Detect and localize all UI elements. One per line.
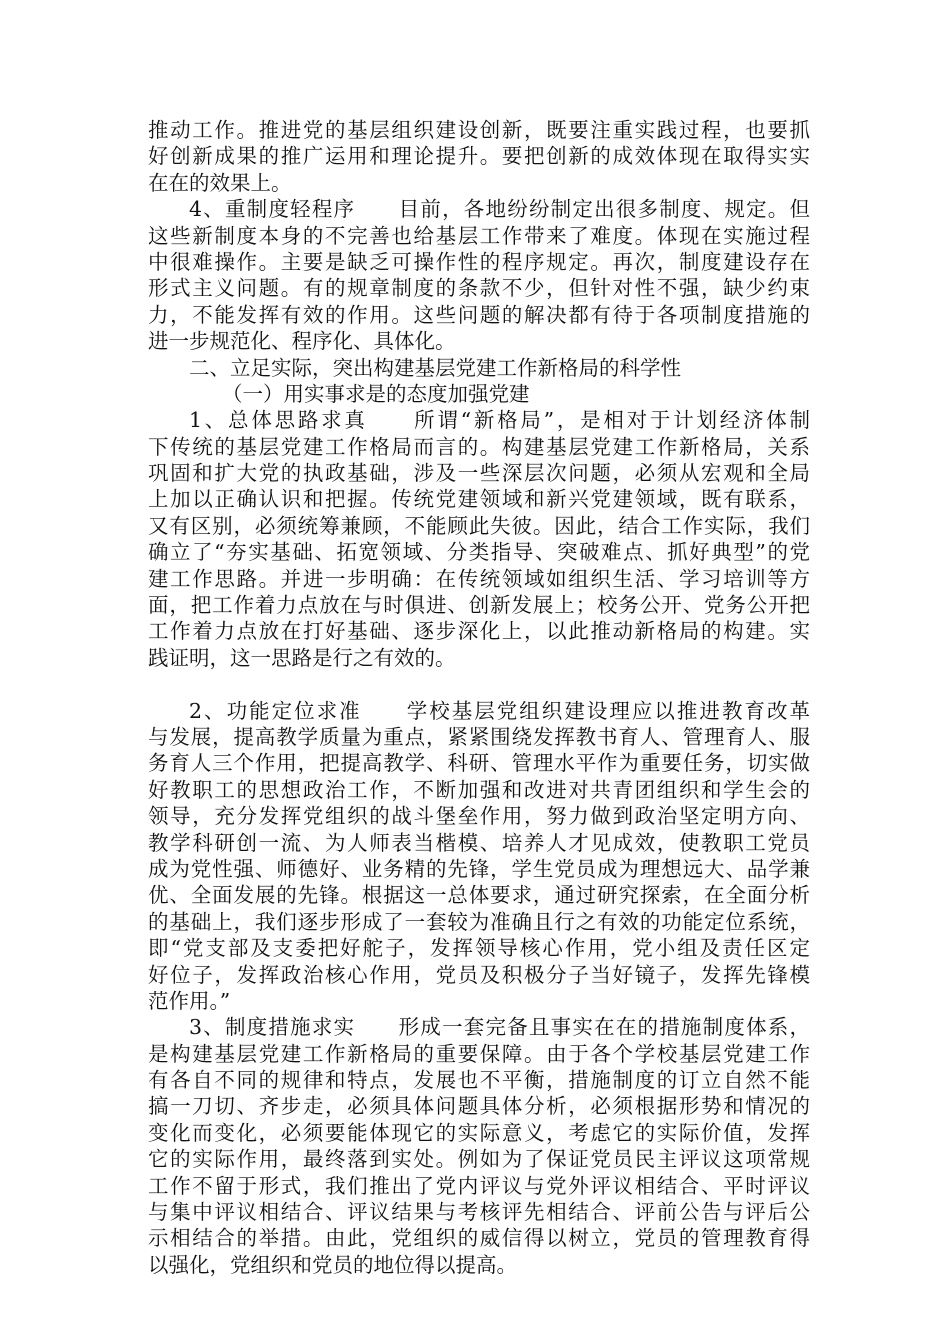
text-line: 以强化，党组织和党员的地位得以提高。: [148, 1252, 517, 1277]
section-heading-line: 2、功能定位求准 学校基层党组织建设理应以推进教育改革: [189, 698, 810, 723]
text-line: 工作不留于形式，我们推出了党内评议与党外评议相结合、平时评议: [148, 1173, 810, 1198]
section-heading: 二、立足实际，突出构建基层党建工作新格局的科学性: [189, 355, 681, 380]
text-line: 优、全面发展的先锋。根据这一总体要求，通过研究探索，在全面分析: [148, 883, 810, 908]
text-line: 推动工作。推进党的基层组织建设创新，既要注重实践过程，也要抓: [148, 118, 810, 142]
text-line: 范作用。”: [148, 988, 231, 1013]
text-line: 有各自不同的规律和特点，发展也不平衡，措施制度的订立自然不能: [148, 1068, 810, 1093]
paragraph-spacer: [148, 671, 810, 697]
document-body: [148, 117, 810, 1278]
text-line: 力，不能发挥有效的作用。这些问题的解决都有待于各项制度措施的: [148, 302, 810, 327]
text-line: 即“党支部及支委把好舵子，发挥领导核心作用，党小组及责任区定: [148, 936, 810, 961]
text-line: 教学科研创一流、为人师表当楷模、培养人才见成效，使教职工党员: [148, 830, 810, 855]
text-line: 示相结合的举措。由此，党组织的威信得以树立，党员的管理教育得: [148, 1226, 810, 1251]
text-line: 与发展，提高教学质量为重点，紧紧围绕发挥教书育人、管理育人、服: [148, 724, 810, 749]
text-line: 在在的效果上。: [148, 170, 292, 195]
text-line: 是构建基层党建工作新格局的重要保障。由于各个学校基层党建工作: [148, 1041, 810, 1066]
text-line: 这些新制度本身的不完善也给基层工作带来了难度。体现在实施过程: [148, 223, 810, 248]
text-line: 的基础上，我们逐步形成了一套较为准确且行之有效的功能定位系统，: [148, 909, 810, 934]
text-line: 进一步规范化、程序化、具体化。: [148, 329, 456, 354]
text-line: 它的实际作用，最终落到实处。例如为了保证党员民主评议这项常规: [148, 1147, 810, 1172]
text-line: 巩固和扩大党的执政基础，涉及一些深层次问题，必须从宏观和全局: [148, 461, 810, 486]
text-line: 务育人三个作用，把提高教学、科研、管理水平作为重要任务，切实做: [148, 751, 810, 776]
text-line: 搞一刀切、齐步走，必须具体问题具体分析，必须根据形势和情况的: [148, 1094, 810, 1119]
text-line: 工作着力点放在打好基础、逐步深化上，以此推动新格局的构建。实: [148, 619, 810, 644]
section-heading-line: 1、总体思路求真 所谓“新格局”，是相对于计划经济体制: [189, 408, 810, 433]
text-line: 践证明，这一思路是行之有效的。: [148, 645, 456, 670]
text-line: 又有区别，必须统筹兼顾，不能顾此失彼。因此，结合工作实际，我们: [148, 513, 810, 538]
text-line: 与集中评议相结合、评议结果与考核评先相结合、评前公告与评后公: [148, 1200, 810, 1225]
text-line: 领导，充分发挥党组织的战斗堡垒作用，努力做到政治坚定明方向、: [148, 804, 810, 829]
text-line: 上加以正确认识和把握。传统党建领域和新兴党建领域，既有联系，: [148, 487, 810, 512]
section-heading-line: 4、重制度轻程序 目前，各地纷纷制定出很多制度、规定。但: [189, 197, 810, 222]
text-line: 好位子，发挥政治核心作用，党员及积极分子当好镜子，发挥先锋模: [148, 962, 810, 987]
text-line: 下传统的基层党建工作格局而言的。构建基层党建工作新格局，关系: [148, 434, 810, 459]
section-heading-line: 3、制度措施求实 形成一套完备且事实在在的措施制度体系，: [189, 1015, 810, 1040]
text-line: 好创新成果的推广运用和理论提升。要把创新的成效体现在取得实实: [148, 144, 810, 169]
text-line: 成为党性强、师德好、业务精的先锋，学生党员成为理想远大、品学兼: [148, 856, 810, 881]
text-line: 确立了“夯实基础、拓宽领域、分类指导、突破难点、抓好典型”的党: [148, 540, 810, 565]
text-line: 中很难操作。主要是缺乏可操作性的程序规定。再次，制度建设存在: [148, 249, 810, 274]
text-line: 好教职工的思想政治工作，不断加强和改进对共青团组织和学生会的: [148, 777, 810, 802]
text-line: 形式主义问题。有的规章制度的条款不少，但针对性不强，缺少约束: [148, 276, 810, 301]
text-line: 面，把工作着力点放在与时俱进、创新发展上；校务公开、党务公开把: [148, 593, 810, 618]
subsection-heading: （一）用实事求是的态度加强党建: [222, 381, 530, 406]
text-line: 建工作思路。并进一步明确：在传统领域如组织生活、学习培训等方: [148, 566, 810, 591]
text-line: 变化而变化，必须要能体现它的实际意义，考虑它的实际价值，发挥: [148, 1120, 810, 1145]
